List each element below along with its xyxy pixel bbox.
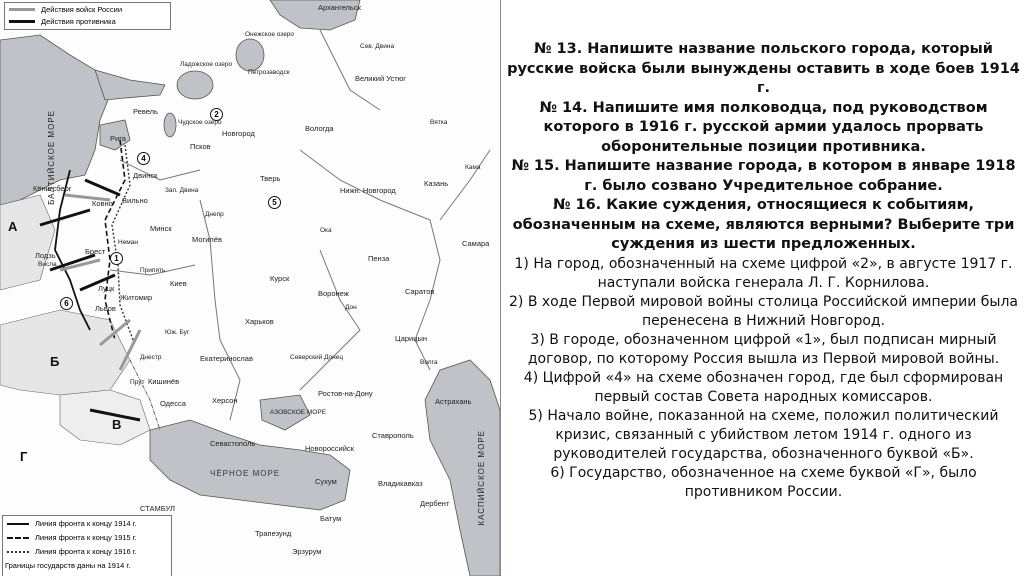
city-rostov: Ростов-на-Дону: [318, 389, 373, 398]
city-dvinsk: Двинск: [133, 171, 158, 180]
marker-6: 6: [60, 297, 73, 310]
sea-black: ЧЁРНОЕ МОРЕ: [210, 469, 281, 478]
letter-a: А: [8, 219, 18, 234]
city-riga: Рига: [110, 134, 126, 143]
city-pskov: Псков: [190, 142, 211, 151]
letter-g: Г: [20, 449, 28, 464]
city-stambul: СТАМБУЛ: [140, 504, 175, 513]
lake-ladoga: Ладожское озеро: [180, 61, 233, 68]
city-kiev: Киев: [170, 279, 187, 288]
question-13: № 13. Напишите название польского города, который русские войска были вынуждены оставить в ходе боев 1914 г.: [507, 41, 1020, 96]
river-label-zap-dvina: Зап. Двина: [165, 187, 199, 194]
city-batum: Батум: [320, 514, 342, 523]
river-zap-dvina: [120, 160, 200, 180]
city-odessa: Одесса: [160, 399, 186, 408]
ladoga-lake-shape: [177, 71, 213, 99]
city-trapezund: Трапезунд: [255, 529, 292, 538]
sea-azov: АЗОВСКОЕ МОРЕ: [270, 409, 327, 416]
legend-1914-line: [7, 523, 29, 525]
city-erzurum: Эрзурум: [292, 547, 322, 556]
legend-russia-label: Действия войск России: [41, 5, 123, 14]
city-arkhangelsk: Архангельск: [318, 3, 361, 12]
city-lodz: Лодзь: [35, 251, 56, 260]
region-b-shape: [0, 310, 130, 395]
city-lvov: Львов: [95, 304, 116, 313]
city-lutsk: Луцк: [98, 284, 115, 293]
question-15: № 15. Напишите название города, в котором в январе 1918 г. было созвано Учредительное собрание.: [511, 158, 1016, 194]
legend-1916-line: [7, 551, 29, 553]
enemy-arrow-4: [85, 180, 120, 195]
city-ekaterinoslav: Екатеринослав: [200, 354, 253, 363]
city-novorossiysk: Новороссийск: [305, 444, 354, 453]
legend-1915-line: [7, 537, 29, 539]
river-label-seversky-donets: Северский Донец: [290, 354, 344, 361]
river-sev-dvina: [320, 30, 380, 110]
city-minsk: Минск: [150, 224, 172, 233]
lake-chudskoe: Чудское озеро: [178, 119, 222, 126]
city-kishinev: Кишинёв: [148, 377, 180, 386]
city-vladikavkaz: Владикавказ: [378, 479, 423, 488]
river-label-yuzh-bug: Юж. Буг: [165, 329, 190, 336]
legend-enemy-arrow: [9, 20, 35, 23]
legend-russia-arrow: [9, 8, 35, 11]
question-14: № 14. Напишите имя полководца, под руководством которого в 1916 г. русской армии удалось прорвать оборонительные позиции противника.: [539, 99, 988, 155]
marker-4: 4: [137, 152, 150, 165]
marker-2: 2: [210, 108, 223, 121]
questions-panel: [503, 40, 1024, 540]
city-revel: Ревель: [133, 107, 158, 116]
marker-1: 1: [110, 252, 123, 265]
city-veliky-ustyug: Великий Устюг: [355, 74, 407, 83]
legend-1914-label: Линия фронта к концу 1914 г.: [35, 519, 137, 528]
city-voronezh: Воронеж: [318, 289, 349, 298]
option-5: 5) Начало войне, показанной на схеме, положил политический кризис, связанный с убийством летом 1914 г. одного из руководителей государства, обозначенного буквой «Б».: [528, 407, 999, 462]
city-sukhum: Сухум: [315, 477, 337, 486]
city-novgorod: Новгород: [222, 129, 255, 138]
city-konigsberg: Кёнигсберг: [33, 184, 72, 193]
gulf-of-finland-shape: [95, 70, 165, 100]
city-kherson: Херсон: [212, 396, 238, 405]
river-label-oka: Ока: [320, 227, 332, 234]
river-label-don: Дон: [345, 304, 357, 311]
legend-1916-label: Линия фронта к концу 1916 г.: [35, 547, 137, 556]
legend-enemy-label: Действия противника: [41, 17, 116, 26]
river-label-visla: Висла: [38, 261, 57, 268]
option-6: 6) Государство, обозначенное на схеме буквой «Г», было противником России.: [550, 464, 977, 500]
city-tsaritsyn: Царицын: [395, 334, 428, 343]
city-zhitomir: Житомир: [120, 293, 153, 302]
city-penza: Пенза: [368, 254, 390, 263]
city-tver: Тверь: [260, 174, 281, 183]
river-don: [300, 250, 360, 390]
city-vilno: Вильно: [122, 196, 148, 205]
option-2: 2) В ходе Первой мировой войны столица Российской империи была перенесена в Нижний Новгород.: [509, 293, 1018, 329]
city-kovno: Ковно: [92, 199, 113, 208]
option-3: 3) В городе, обозначенном цифрой «1», был подписан мирный договор, по которому Россия вышла из Первой мировой войны.: [527, 331, 1000, 367]
city-kazan: Казань: [424, 179, 449, 188]
river-label-neman: Неман: [118, 239, 138, 246]
city-nizhny: Нижн. Новгород: [340, 186, 396, 195]
city-astrakhan: Астрахань: [435, 397, 472, 406]
river-label-pripyat: Припять: [140, 267, 166, 274]
option-1: 1) На город, обозначенный на схеме цифрой «2», в августе 1917 г. наступали войска генерала Л. Г. Корнилова.: [514, 255, 1013, 291]
city-samara: Самара: [462, 239, 490, 248]
lake-onega: Онежское озеро: [245, 31, 295, 38]
sea-baltic: БАЛТИЙСКОЕ МОРЕ: [47, 110, 56, 205]
river-label-kama: Кама: [465, 164, 481, 171]
river-dnepr: [200, 200, 240, 420]
city-petrozavodsk: Петрозаводск: [248, 69, 290, 76]
city-sevastopol: Севастополь: [210, 439, 256, 448]
region-v-shape: [60, 390, 150, 445]
legend-front-lines: [2, 515, 172, 576]
legend-actions: [4, 2, 171, 30]
city-kharkov: Харьков: [245, 317, 274, 326]
city-saratov: Саратов: [405, 287, 435, 296]
question-16: № 16. Какие суждения, относящиеся к событиям, обозначенным на схеме, являются верными? Выберите три суждения из шести предложенных.: [512, 197, 1015, 252]
historical-map: [0, 0, 501, 576]
letter-b: Б: [50, 354, 60, 369]
city-mogilev: Могилёв: [192, 235, 222, 244]
onega-lake-shape: [236, 39, 264, 71]
city-stavropol: Ставрополь: [372, 431, 414, 440]
river-label-dnepr: Днепр: [205, 211, 224, 218]
river-label-prut: Прут: [130, 379, 145, 386]
river-label-sev-dvina: Сев. Двина: [360, 43, 395, 50]
city-brest: Брест: [85, 247, 106, 256]
black-sea-shape: [150, 420, 350, 510]
city-derbent: Дербент: [420, 499, 450, 508]
caspian-sea-shape: [425, 360, 500, 576]
river-label-vyatka: Вятка: [430, 119, 448, 126]
chudskoe-lake-shape: [164, 113, 176, 137]
sea-caspian: КАСПИЙСКОЕ МОРЕ: [477, 430, 486, 526]
river-label-volga: Волга: [420, 359, 438, 366]
city-kursk: Курск: [270, 274, 290, 283]
legend-borders-label: Границы государств даны на 1914 г.: [5, 561, 131, 570]
city-vologda: Вологда: [305, 124, 334, 133]
option-4: 4) Цифрой «4» на схеме обозначен город, где был сформирован первый состав Совета народных комиссаров.: [523, 369, 1004, 405]
legend-1915-label: Линия фронта к концу 1915 г.: [35, 533, 137, 542]
region-a-shape: [0, 195, 55, 290]
marker-5: 5: [268, 196, 281, 209]
letter-v: В: [112, 417, 122, 432]
river-label-dnestr: Днестр: [140, 354, 162, 361]
